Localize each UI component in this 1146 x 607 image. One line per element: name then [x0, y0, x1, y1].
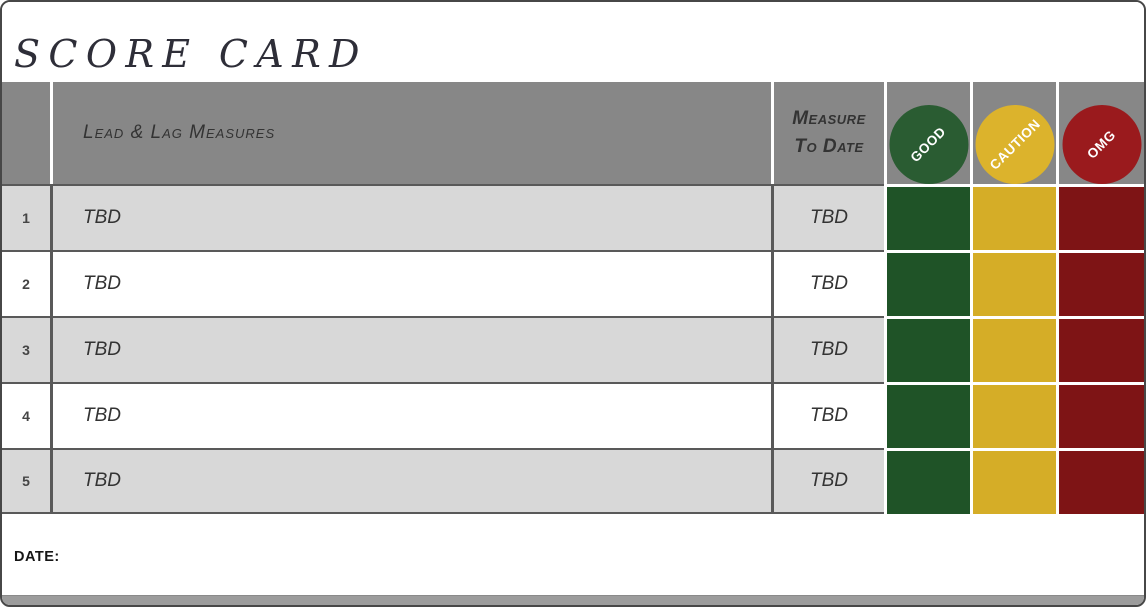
measure-to-date-cell[interactable]: TBD	[774, 250, 884, 316]
measure-cell[interactable]: TBD	[53, 316, 771, 382]
table-row	[2, 184, 1144, 250]
header-measure-to-date	[774, 82, 884, 184]
measure-to-date-cell[interactable]: TBD	[774, 382, 884, 448]
status-cell-omg[interactable]	[1059, 316, 1144, 382]
page-title: SCORE CARD	[14, 32, 368, 76]
omg-badge-label: OMG	[1084, 127, 1119, 162]
header-measure-to-date-line1: Measure	[792, 108, 866, 130]
status-cell-caution[interactable]	[973, 316, 1056, 382]
status-cell-good[interactable]	[887, 184, 970, 250]
caution-badge-label: CAUTION	[986, 116, 1043, 173]
good-badge-label: GOOD	[907, 123, 950, 166]
header-caution-column	[973, 82, 1056, 184]
measure-to-date-cell[interactable]: TBD	[774, 316, 884, 382]
title-band	[2, 2, 1144, 82]
measure-cell[interactable]: TBD	[53, 382, 771, 448]
table-row	[2, 316, 1144, 382]
status-cell-good[interactable]	[887, 382, 970, 448]
date-label[interactable]: DATE:	[14, 549, 60, 565]
row-number: 1	[2, 184, 50, 250]
status-cell-caution[interactable]	[973, 250, 1056, 316]
measure-cell[interactable]: TBD	[53, 184, 771, 250]
row-number: 3	[2, 316, 50, 382]
date-area	[2, 514, 1144, 595]
measure-to-date-cell[interactable]: TBD	[774, 448, 884, 514]
status-cell-omg[interactable]	[1059, 184, 1144, 250]
header-measures: Lead & Lag Measures	[53, 82, 771, 184]
status-cell-caution[interactable]	[973, 184, 1056, 250]
measure-cell[interactable]: TBD	[53, 250, 771, 316]
header-good-column	[887, 82, 970, 184]
status-cell-caution[interactable]	[973, 448, 1056, 514]
table-row	[2, 382, 1144, 448]
header-row-number-cell	[2, 82, 50, 184]
status-cell-good[interactable]	[887, 448, 970, 514]
table-header	[2, 82, 1144, 184]
row-number: 2	[2, 250, 50, 316]
table-row	[2, 448, 1144, 514]
status-cell-omg[interactable]	[1059, 250, 1144, 316]
table-row	[2, 250, 1144, 316]
status-cell-omg[interactable]	[1059, 448, 1144, 514]
status-cell-good[interactable]	[887, 316, 970, 382]
status-cell-good[interactable]	[887, 250, 970, 316]
measure-to-date-cell[interactable]: TBD	[774, 184, 884, 250]
footer-bar	[2, 595, 1144, 605]
caution-badge-icon	[975, 105, 1054, 184]
row-number: 4	[2, 382, 50, 448]
omg-badge-icon	[1062, 105, 1141, 184]
row-number: 5	[2, 448, 50, 514]
good-badge-icon	[889, 105, 968, 184]
measure-cell[interactable]: TBD	[53, 448, 771, 514]
status-cell-omg[interactable]	[1059, 382, 1144, 448]
header-measure-to-date-line2: To Date	[794, 136, 864, 157]
header-omg-column	[1059, 82, 1144, 184]
status-cell-caution[interactable]	[973, 382, 1056, 448]
